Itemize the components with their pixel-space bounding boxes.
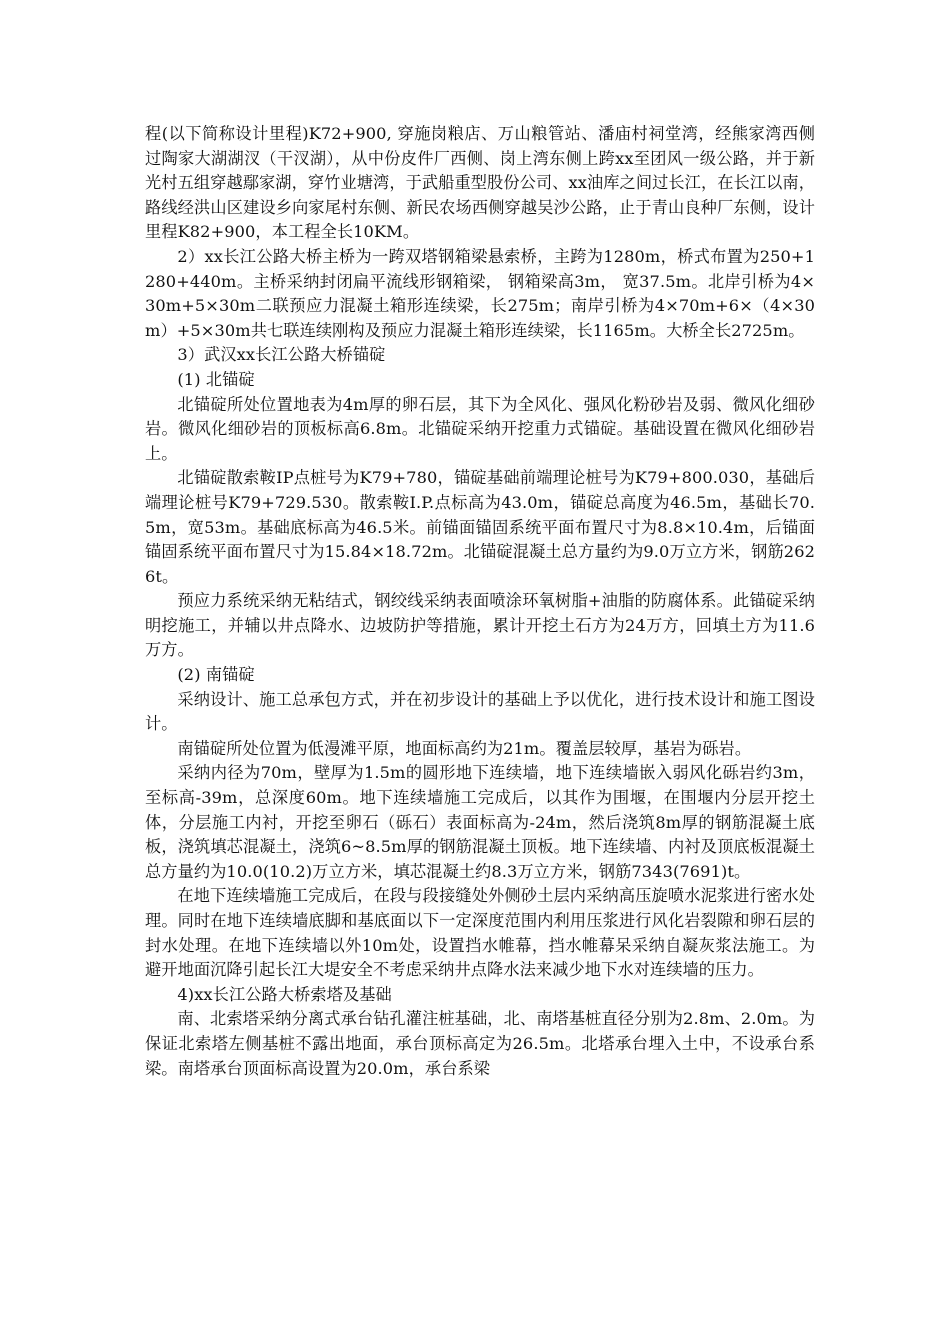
- paragraph-prestress-system: 预应力系统采纳无粘结式，钢绞线采纳表面喷涂环氧树脂+油脂的防腐体系。此锚碇采纳明挖施工，并辅以井点降水、边坡防护等措施，累计开挖土石方为24万方，回填土方为11.6万方。: [145, 591, 815, 660]
- heading-tower-foundation: 4)xx长江公路大桥索塔及基础: [177, 984, 392, 1004]
- paragraph-north-anchorage-geology: 北锚碇所处位置地表为4m厚的卵石层，其下为全风化、强风化粉砂岩及弱、微风化细砂岩。微风化细砂岩的顶板标高6.8m。北锚碇采纳开挖重力式锚碇。基础设置在微风化细砂岩上。: [145, 394, 815, 463]
- paragraph-waterproofing: 在地下连续墙施工完成后，在段与段接缝处外侧砂土层内采纳高压旋喷水泥浆进行密水处理。同时在地下连续墙底脚和基底面以下一定深度范围内利用压浆进行风化岩裂隙和卵石层的封水处理。在地下连续墙以外10m处，设置挡水帷幕，挡水帷幕呆采纳自凝灰浆法施工。为避开地面沉降引起长江大堤安全不考虑采纳井点降水法来减少地下水对连续墙的压力。: [145, 886, 815, 980]
- heading-anchorage: 3）武汉xx长江公路大桥锚碇: [177, 345, 386, 365]
- paragraph-north-anchorage-dimensions: 北锚碇散索鞍IP点桩号为K79+780，锚碇基础前端理论桩号为K79+800.030，基础后端理论桩号K79+729.530。散索鞍I.P.点标高为43.0m，锚碇总高度为46.5m，基础长70.5m，宽53m。基础底标高为46.5米。前锚面锚固系统平面布置尺寸为8.8×10.4m，后锚面锚固系统平面布置尺寸为15.84×18.72m。北锚碇混凝土总方量约为9.0万立方米，钢筋2626t。: [145, 468, 815, 586]
- heading-north-anchorage: (1) 北锚碇: [177, 369, 255, 389]
- document-page: [145, 122, 815, 1081]
- paragraph-south-anchorage-site: 南锚碇所处位置为低漫滩平原，地面标高约为21m。覆盖层较厚，基岩为砾岩。: [177, 738, 752, 758]
- heading-south-anchorage: (2) 南锚碇: [177, 665, 255, 685]
- paragraph-main-bridge: 2）xx长江公路大桥主桥为一跨双塔钢箱梁悬索桥，主跨为1280m，桥式布置为250+1280+440m。主桥采纳封闭扁平流线形钢箱梁， 钢箱梁高3m， 宽37.5m。北岸引桥为4×30m+5×30m二联预应力混凝土箱形连续梁，长275m；南岸引桥为4×70m+6×（4×30m）+5×30m共七联连续刚构及预应力混凝土箱形连续梁，长1165m。大桥全长2725m。: [145, 246, 815, 340]
- paragraph-contract-method: 采纳设计、施工总承包方式，并在初步设计的基础上予以优化，进行技术设计和施工图设计。: [145, 689, 815, 734]
- paragraph-route-description: 程(以下简称设计里程)K72+900, 穿施岗粮店、万山粮管站、潘庙村祠堂湾，经熊家湾西侧过陶家大湖湖汊（干汊湖），从中份皮件厂西侧、岗上湾东侧上跨xx至团风一级公路，并于新光村五组穿越鄢家湖，穿竹业塘湾，于武船重型股份公司、xx油库之间过长江，在长江以南，路线经洪山区建设乡向家尾村东侧、新民农场西侧穿越吴沙公路，止于青山良种厂东侧，设计里程K82+900，本工程全长10KM。: [145, 124, 815, 242]
- paragraph-diaphragm-wall: 采纳内径为70m，壁厚为1.5m的圆形地下连续墙，地下连续墙嵌入弱风化砾岩约3m，至标高-39m，总深度60m。地下连续墙施工完成后，以其作为围堰，在围堰内分层开挖土体，分层施工内衬，开挖至卵石（砾石）表面标高为-24m，然后浇筑8m厚的钢筋混凝土底板，浇筑填芯混凝土，浇筑6~8.5m厚的钢筋混凝土顶板。地下连续墙、内衬及顶底板混凝土总方量约为10.0(10.2)万立方米，填芯混凝土约8.3万立方米，钢筋7343(7691)t。: [145, 763, 815, 881]
- paragraph-tower-foundation: 南、北索塔采纳分离式承台钻孔灌注桩基础，北、南塔基桩直径分别为2.8m、2.0m。为保证北索塔左侧基桩不露出地面，承台顶标高定为26.5m。北塔承台埋入土中，不设承台系梁。南塔承台顶面标高设置为20.0m，承台系梁: [145, 1009, 815, 1078]
